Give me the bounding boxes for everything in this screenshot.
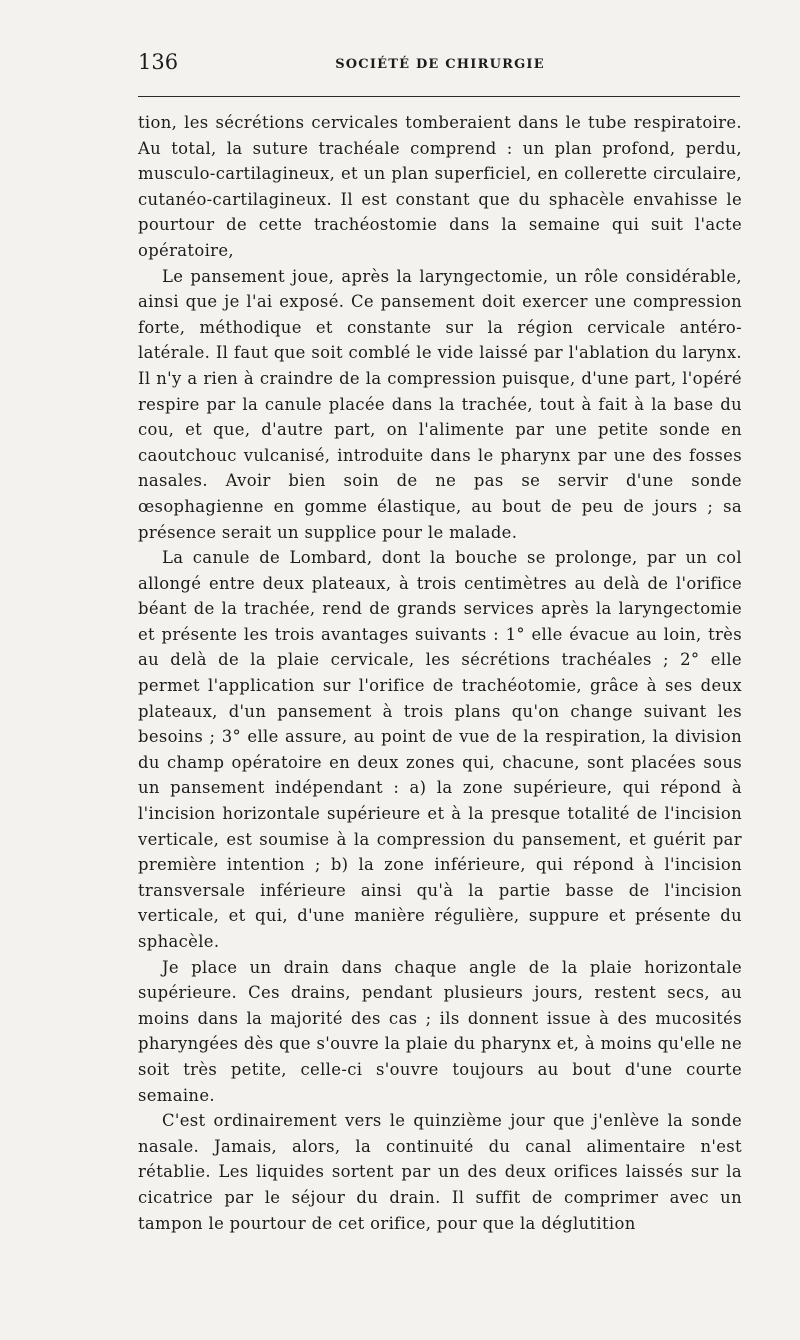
paragraph-pansement: Le pansement joue, après la laryngectomie, un rôle considérable, ainsi que je l'ai exposé. Ce pansement doit exercer une compression forte, méthodique et constante sur la région cervicale antéro-latérale. Il faut que soit comblé le vide laissé par l'ablation du larynx. Il n'y a rien à craindre de la compression puisque, d'une part, l'opéré respire par la canule placée dans la trachée, tout à fait à la base du cou, et que, d'autre part, on l'alimente par une petite sonde en caoutchouc vulcanisé, introduite dans le pharynx par une des fosses nasales. Avoir bien soin de ne pas se servir d'une sonde œsophagienne en gomme élastique, au bout de peu de jours ; sa présence serait un supplice pour le malade. — [138, 266, 742, 542]
running-head — [138, 50, 742, 78]
body-text — [138, 110, 742, 1236]
running-title: SOCIÉTÉ DE CHIRURGIE — [335, 57, 545, 72]
page-number: 136 — [138, 50, 179, 74]
header-rule — [138, 96, 740, 97]
paragraph-canule-lombard: La canule de Lombard, dont la bouche se prolonge, par un col allongé entre deux plateaux, à trois centimètres au delà de l'orifice béant de la trachée, rend de grands services après la laryngectomie et présente les trois avantages suivants : 1° elle évacue au loin, très au delà de la plaie cervicale, les sécrétions trachéales ; 2° elle permet l'application sur l'orifice de trachéotomie, grâce à ses deux plateaux, d'un pansement à trois plans qu'on change suivant les besoins ; 3° elle assure, au point de vue de la respiration, la division du champ opératoire en deux zones qui, chacune, sont placées sous un pansement indépendant : a) la zone supérieure, qui répond à l'incision horizontale supérieure et à la presque totalité de l'incision verticale, est soumise à la compression du pansement, et guérit par première intention ; b) la zone inférieure, qui répond à l'incision transversale inférieure ainsi qu'à la partie basse de l'incision verticale, et qui, d'une manière régulière, suppure et présente du sphacèle. — [138, 548, 742, 951]
paragraph-sonde-nasale: C'est ordinairement vers le quinzième jour que j'enlève la sonde nasale. Jamais, alors, la continuité du canal alimentaire n'est rétablie. Les liquides sortent par un des deux orifices laissés sur la cicatrice par le séjour du drain. Il suffit de comprimer avec un tampon le pourtour de cet orifice, pour que la déglutition — [138, 1111, 742, 1233]
paragraph-continued: tion, les sécrétions cervicales tomberaient dans le tube respiratoire. Au total, la suture trachéale comprend : un plan profond, perdu, musculo-cartilagineux, et un plan superficiel, en collerette circulaire, cutanéo-cartilagineux. Il est constant que du sphacèle envahisse le pourtour de cette trachéostomie dans la semaine qui suit l'acte opératoire, — [138, 113, 742, 260]
paragraph-drain: Je place un drain dans chaque angle de la plaie horizontale supérieure. Ces drains, pendant plusieurs jours, restent secs, au moins dans la majorité des cas ; ils donnent issue à des mucosités pharyngées dès que s'ouvre la plaie du pharynx et, à moins qu'elle ne soit très petite, celle-ci s'ouvre toujours au bout d'une courte semaine. — [138, 957, 742, 1105]
